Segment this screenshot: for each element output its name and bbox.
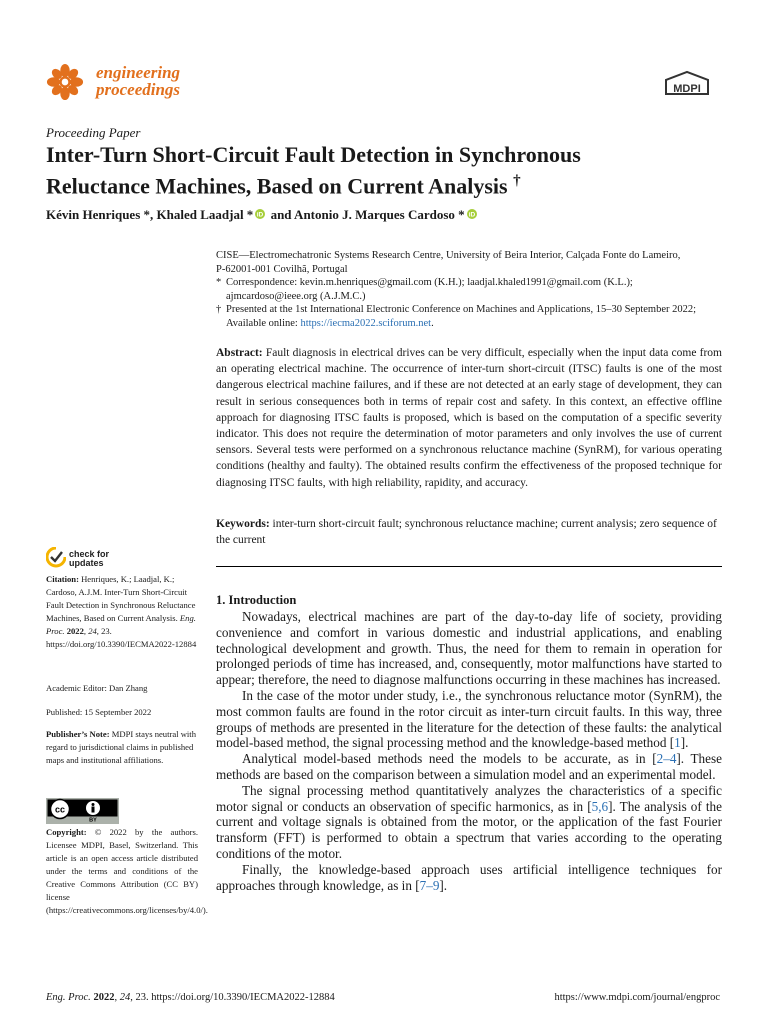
- citation-journal: Eng. Proc.: [46, 613, 196, 636]
- copyright-text: © 2022 by the authors. Licensee MDPI, Basel, Switzerland. This article is an open access article distributed under the terms and conditions of the Creative Commons Attribution (CC BY) license (https://creativecommons.org/licenses/by/4.0/).: [46, 827, 208, 915]
- abstract-text: Fault diagnosis in electrical drives can be very difficult, especially when the input data come from an operating electrical machine. The occurrence of inter-turn short-circuit (ITSC) faults is one of the most dangerous electrical machine failures, and if these are not detected at an early stage of development, they can result in serious consequences both in terms of repair cost and safety. In this context, an effective offline approach for diagnosing ITSC faults is proposed, which is based on the computation of a specific severity indicator. This does not require the determination of motor parameters and only involves the use of current sensors. Several tests were performed on a synchronous reluctance machine (SynRM), for various operating conditions (healthy and faulty). The obtained results confirm the effectiveness of the proposed technique for diagnosing ITSC faults, with high reliability, rapidity, and accuracy.: [216, 347, 722, 489]
- conference-note: [216, 303, 728, 330]
- journal-name-line2: proceedings: [96, 80, 181, 99]
- footer-volume: 24: [119, 992, 131, 1003]
- paragraph: [216, 783, 722, 862]
- paragraph-text: ]. The analysis of the current and voltage signals is obtained from the motor, or the application of the fast Fourier transform (FFT) is performed to obtain a spectrum that varies according to the operating conditions of the motor.: [216, 798, 722, 861]
- paper-title: [46, 141, 686, 199]
- conference-note-line: [226, 317, 696, 331]
- paragraph-text: ].: [439, 877, 448, 893]
- conference-available-label: Available online:: [226, 317, 301, 329]
- academic-editor: Academic Editor: Dan Zhang: [46, 683, 148, 693]
- conference-note-line: Presented at the 1st International Electronic Conference on Machines and Applications, 15–30 September 2022;: [226, 304, 697, 315]
- journal-flower-icon: [46, 63, 84, 101]
- footer-year: 2022: [93, 992, 115, 1003]
- footer-citation: Eng. Proc. 2022, 24, 23. https://doi.org/10.3390/IECMA2022-12884: [46, 992, 335, 1003]
- abstract-label: Abstract:: [216, 347, 263, 359]
- paragraph: [216, 688, 722, 751]
- citation-doi[interactable]: , 23. https://doi.org/10.3390/IECMA2022-12884: [46, 626, 197, 649]
- affiliation-line: CISE—Electromechatronic Systems Research Centre, University of Beira Interior, Calçada Fonte do Lameiro,: [216, 250, 681, 261]
- journal-name-line1: engineering: [96, 63, 181, 82]
- conference-note-period: .: [431, 317, 434, 329]
- check-for-updates-text: [69, 550, 109, 568]
- affiliation-line: P-62001-001 Covilhã, Portugal: [216, 263, 348, 275]
- section-heading: 1. Introduction: [216, 593, 297, 607]
- correspondence-mark: *: [216, 277, 222, 288]
- publisher-note: [46, 728, 198, 767]
- cc-by-license-icon[interactable]: [46, 798, 119, 824]
- keywords-text: inter-turn short-circuit fault; synchronous reluctance machine; current analysis; zero sequence of the current: [216, 518, 717, 547]
- correspondence-text: [226, 276, 633, 303]
- publisher-note-label: Publisher’s Note:: [46, 729, 110, 739]
- paragraph-text: ]. These methods are based on the comparison between a simulation model and an experimental model.: [216, 751, 722, 782]
- citation-volume: 24: [88, 626, 97, 636]
- section-body: [216, 609, 722, 893]
- svg-text:cc: cc: [54, 804, 66, 815]
- journal-name: [96, 64, 180, 98]
- footer-journal-url[interactable]: https://www.mdpi.com/journal/engproc: [554, 992, 720, 1003]
- abstract: [216, 345, 722, 491]
- published-date: Published: 15 September 2022: [46, 707, 152, 717]
- svg-text:iD: iD: [257, 211, 264, 219]
- cc-by-label: BY: [89, 817, 97, 824]
- correspondence-line: Correspondence: kevin.m.henriques@gmail.com (K.H.); laadjal.khaled1991@gmail.com (K.L.);: [226, 277, 633, 288]
- keywords: [216, 516, 722, 548]
- title-footnote-mark: †: [513, 173, 521, 189]
- footer-journal: Eng. Proc.: [46, 992, 91, 1003]
- paper-title-text: Inter-Turn Short-Circuit Fault Detection in Synchronous Reluctance Machines, Based on Current Analysis: [46, 142, 581, 199]
- paragraph: [216, 751, 722, 783]
- conference-note-text: [226, 303, 696, 330]
- conference-note-mark: †: [216, 304, 222, 315]
- orcid-icon[interactable]: [255, 209, 265, 219]
- journal-logo: [46, 60, 196, 104]
- reference-link[interactable]: 2–4: [656, 751, 677, 767]
- section-divider: [216, 566, 722, 567]
- mdpi-logo: [664, 70, 710, 98]
- correspondence-line: ajmcardoso@ieee.org (A.J.M.C.): [226, 290, 366, 302]
- correspondence: [216, 276, 728, 303]
- paragraph-text: ].: [680, 735, 689, 751]
- reference-link[interactable]: 7–9: [419, 877, 440, 893]
- keywords-label: Keywords:: [216, 518, 270, 530]
- author-list: [46, 207, 479, 223]
- affiliations: [216, 249, 728, 330]
- paragraph: [216, 862, 722, 894]
- author-1[interactable]: Kévin Henriques *,: [46, 207, 157, 222]
- citation-text: Henriques, K.; Laadjal, K.; Cardoso, A.J.M. Inter-Turn Short-Circuit Fault Detection in Synchronous Reluctance Machines, Based on Current Analysis.: [46, 574, 196, 623]
- paragraph-text: In the case of the motor under study, i.e., the synchronous reluctance motor (SynRM), the most common faults are found in the rotor circuit as inter-turn circuit faults. In this way, three groups of methods are presented in the literature for the detection of these faults: the analytical model-based method, the signal processing method and the knowledge-based method [: [216, 687, 722, 751]
- copyright-block: [46, 826, 208, 917]
- paragraph-text: The signal processing method quantitatively analyzes the characteristics of a specific motor signal or conducts an observation of specific harmonics, as in [: [216, 782, 722, 814]
- paper-type: Proceeding Paper: [46, 125, 141, 140]
- author-3[interactable]: and Antonio J. Marques Cardoso *: [267, 207, 465, 222]
- conference-link[interactable]: https://iecma2022.sciforum.net: [300, 317, 432, 329]
- check-for-updates-icon: [46, 547, 66, 569]
- reference-link[interactable]: 5,6: [591, 798, 609, 814]
- citation-block: Citation: Henriques, K.; Laadjal, K.; Cardoso, A.J.M. Inter-Turn Short-Circuit Fault Detection in Synchronous Reluctance Machines, Based on Current Analysis. Eng. Proc. 2022, 24, 23. https://doi.org/10.3390/IECMA2022-12884: [46, 574, 197, 649]
- citation-year: 2022: [66, 626, 84, 636]
- paragraph-text: Analytical model-based methods need the models to be accurate, as in [: [242, 751, 657, 767]
- footer-doi[interactable]: , 23. https://doi.org/10.3390/IECMA2022-12884: [130, 992, 335, 1003]
- check-for-updates-line1: check for: [69, 549, 110, 559]
- mdpi-logo-text: MDPI: [673, 83, 701, 95]
- orcid-icon[interactable]: [467, 209, 477, 219]
- citation-label: Citation:: [46, 574, 79, 584]
- publisher-note-text: MDPI stays neutral with regard to jurisdictional claims in published maps and institutional affiliations.: [46, 729, 196, 765]
- check-for-updates-badge[interactable]: [46, 546, 126, 572]
- reference-link[interactable]: 1: [674, 735, 681, 751]
- svg-text:iD: iD: [468, 211, 475, 219]
- copyright-label: Copyright:: [46, 827, 87, 837]
- author-2[interactable]: Khaled Laadjal *: [156, 207, 254, 222]
- paragraph: Nowadays, electrical machines are part of the day-to-day life of society, providing convenience and comfort in various domestic and industrial applications, and enabling technological development and growth. Thus, the need for them to remain in operation for prolonged periods of time has increased, and, consequently, motor malfunctions have started to appear; therefore, the need to diagnose malfunctions occurring in these machines has increased.: [216, 609, 722, 688]
- paragraph-text: Finally, the knowledge-based approach uses artificial intelligence techniques for approaches through knowledge, as in [: [216, 861, 722, 893]
- check-for-updates-line2: updates: [69, 558, 104, 568]
